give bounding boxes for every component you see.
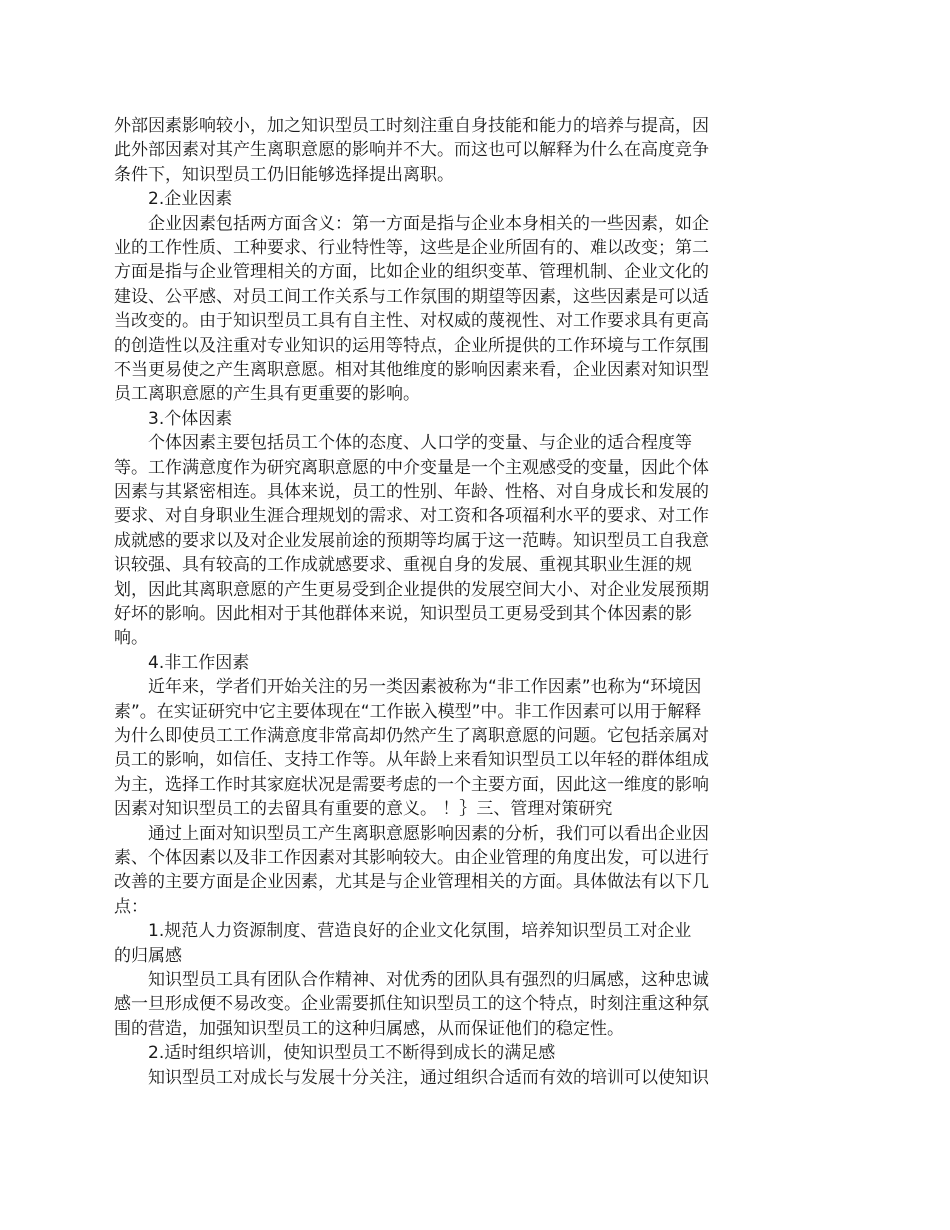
paragraph-line: 近年来，学者们开始关注的另一类因素被称为“非工作因素”也称为“环境因 [148,677,702,697]
paragraph-line: 知识型员工对成长与发展十分关注，通过组织合适而有效的培训可以使知识 [148,1068,709,1088]
paragraph-line: 不当更易使之产生离职意愿。相对其他维度的影响因素来看，企业因素对知识型 [114,360,709,380]
paragraph-line: 此外部因素对其产生离职意愿的影响并不大。而这也可以解释为什么在高度竞争 [114,140,709,160]
paragraph-line: 因素对知识型员工的去留具有重要的意义。 ！｝三、管理对策研究 [114,799,613,819]
paragraph-line: 素、个体因素以及非工作因素对其影响较大。由企业管理的角度出发，可以进行 [114,848,709,868]
paragraph-line: 好坏的影响。因此相对于其他群体来说，知识型员工更易受到其个体因素的影 [114,604,692,624]
paragraph-line: 当改变的。由于知识型员工具有自主性、对权威的蔑视性、对工作要求具有更高 [114,311,709,331]
paragraph-line: 改善的主要方面是企业因素，尤其是与企业管理相关的方面。具体做法有以下几 [114,872,709,892]
paragraph-line: 企业因素包括两方面含义：第一方面是指与企业本身相关的一些因素，如企 [148,214,709,234]
paragraph-line: 个体因素主要包括员工个体的态度、人口学的变量、与企业的适合程度等 [148,433,692,453]
paragraph-line: 感一旦形成便不易改变。企业需要抓住知识型员工的这个特点，时刻注重这种氛 [114,994,709,1014]
paragraph-line: 通过上面对知识型员工产生离职意愿影响因素的分析，我们可以看出企业因 [148,824,709,844]
paragraph-line: 员工的影响，如信任、支持工作等。从年龄上来看知识型员工以年轻的群体组成 [114,750,709,770]
section-heading: 2.企业因素 [148,189,233,209]
paragraph-line: 要求、对自身职业生涯合理规划的需求、对工资和各项福利水平的要求、对工作 [114,506,709,526]
paragraph-line: 条件下，知识型员工仍旧能够选择提出离职。 [114,165,454,185]
paragraph-line: 为什么即使员工工作满意度非常高却仍然产生了离职意愿的问题。它包括亲属对 [114,726,709,746]
paragraph-line: 外部因素影响较小，加之知识型员工时刻注重自身技能和能力的培养与提高，因 [114,116,709,136]
paragraph-line: 方面是指与企业管理相关的方面，比如企业的组织变革、管理机制、企业文化的 [114,262,709,282]
paragraph-line: 因素与其紧密相连。具体来说，员工的性别、年龄、性格、对自身成长和发展的 [114,482,709,502]
paragraph-line: 响。 [114,628,148,648]
paragraph-line: 的创造性以及注重对专业知识的运用等特点，企业所提供的工作环境与工作氛围 [114,336,709,356]
paragraph-line: 素”。在实证研究中它主要体现在“工作嵌入模型”中。非工作因素可以用于解释 [114,702,702,722]
paragraph-line: 点： [114,897,148,917]
paragraph-line: 员工离职意愿的产生具有更重要的影响。 [114,384,420,404]
paragraph-line: 建设、公平感、对员工间工作关系与工作氛围的期望等因素，这些因素是可以适 [114,287,709,307]
paragraph-line: 业的工作性质、工种要求、行业特性等，这些是企业所固有的、难以改变；第二 [114,238,709,258]
paragraph-line: 识较强、具有较高的工作成就感要求、重视自身的发展、重视其职业生涯的规 [114,555,692,575]
paragraph-line: 成就感的要求以及对企业发展前途的预期等均属于这一范畴。知识型员工自我意 [114,531,709,551]
paragraph-line: 等。工作满意度作为研究离职意愿的中介变量是一个主观感受的变量，因此个体 [114,458,709,478]
section-heading: 3.个体因素 [148,409,233,429]
paragraph-line: 为主，选择工作时其家庭状况是需要考虑的一个主要方面，因此这一维度的影响 [114,775,709,795]
section-heading: 4.非工作因素 [148,653,250,673]
paragraph-line: 围的营造，加强知识型员工的这种归属感，从而保证他们的稳定性。 [114,1019,624,1039]
paragraph-line: 划，因此其离职意愿的产生更易受到企业提供的发展空间大小、对企业发展预期 [114,580,709,600]
paragraph-line: 知识型员工具有团队合作精神、对优秀的团队具有强烈的归属感，这种忠诚 [148,970,709,990]
paragraph-line: 的归属感 [114,946,182,966]
section-heading: 2.适时组织培训，使知识型员工不断得到成长的满足感 [148,1043,556,1063]
section-heading: 1.规范人力资源制度、营造良好的企业文化氛围，培养知识型员工对企业 [148,921,692,941]
